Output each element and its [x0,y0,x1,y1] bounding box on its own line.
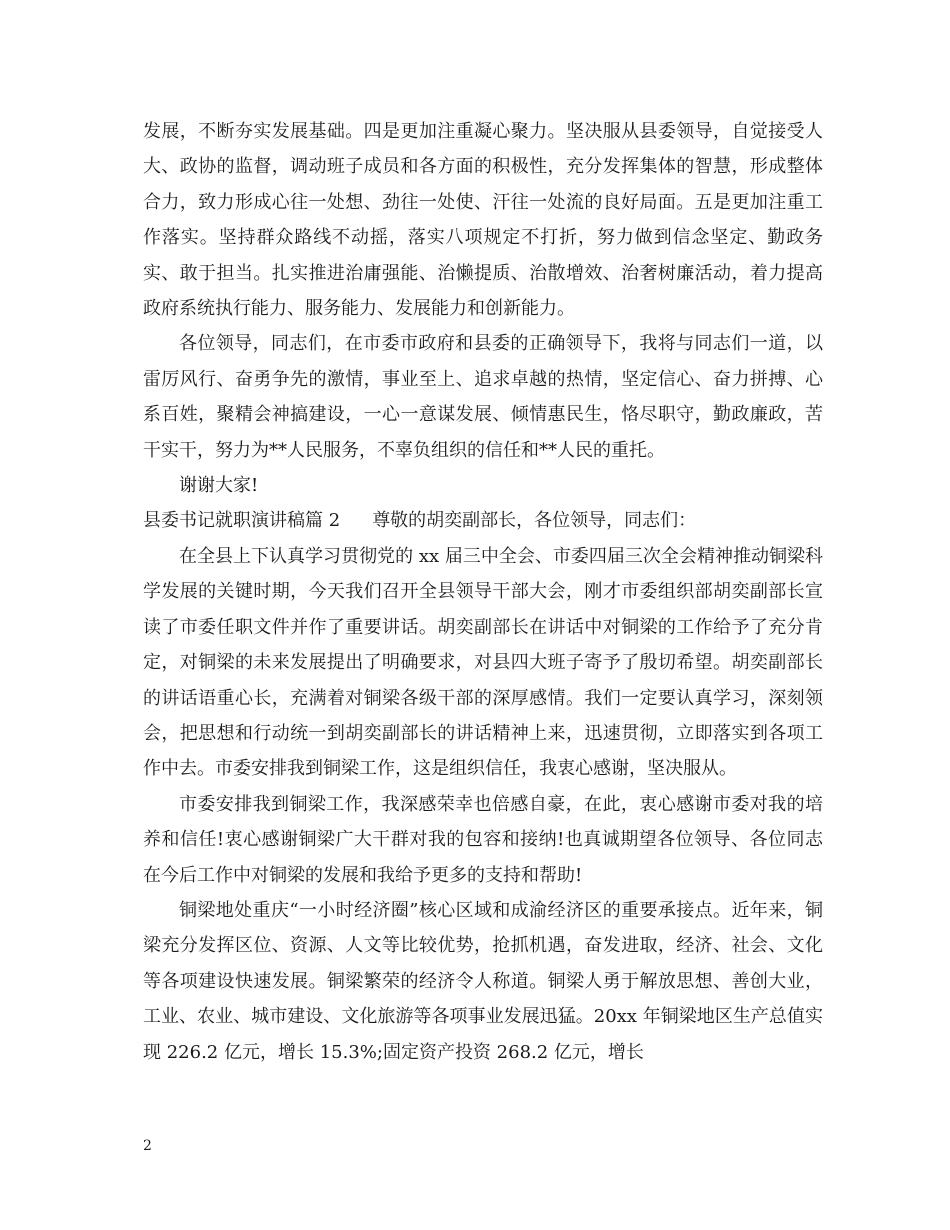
paragraph: 市委安排我到铜梁工作，我深感荣幸也倍感自豪，在此，衷心感谢市委对我的培养和信任!衷心感谢铜梁广大干群对我的包容和接纳!也真诚期望各位领导、各位同志在今后工作中对铜梁的发展和我给予更多的支持和帮助! [143,793,823,886]
salutation: 尊敬的胡奕副部长，各位领导，同志们： [372,510,697,532]
paragraph: 铜梁地处重庆“一小时经济圈”核心区域和成渝经济区的重要承接点。近年来，铜梁充分发挥区位、资源、人文等比较优势，抢抓机遇，奋发进取，经济、社会、文化等各项建设快速发展。铜梁繁荣的经济令人称道。铜梁人勇于解放思想、善创大业，工业、农业、城市建设、文化旅游等各项事业发展迅猛。20xx 年铜梁地区生产总值实现 226.2 亿元，增长 15.3%;固定资产投资 268.2 亿元，增长 [143,899,823,1063]
section-title: 县委书记就职演讲稿篇 2 [143,510,341,532]
paragraph: 各位领导，同志们，在市委市政府和县委的正确领导下，我将与同志们一道，以雷厉风行、奋勇争先的激情，事业至上、追求卓越的热情，坚定信心、奋力拼搏、心系百姓，聚精会神搞建设，一心一意谋发展、倾情惠民生，恪尽职守，勤政廉政，苦干实干，努力为**人民服务，不辜负组织的信任和**人民的重托。 [143,333,823,461]
paragraph: 发展，不断夯实发展基础。四是更加注重凝心聚力。坚决服从县委领导，自觉接受人大、政协的监督，调动班子成员和各方面的积极性，充分发挥集体的智慧，形成整体合力，致力形成心往一处想、劲往一处使、汗往一处流的良好局面。五是更加注重工作落实。坚持群众路线不动摇，落实八项规定不打折，努力做到信念坚定、勤政务实、敢于担当。扎实推进治庸强能、治懒提质、治散增效、治奢树廉活动，着力提高政府系统执行能力、服务能力、发展能力和创新能力。 [143,121,823,320]
paragraph: 在全县上下认真学习贯彻党的 xx 届三中全会、市委四届三次全会精神推动铜梁科学发展的关键时期，今天我们召开全县领导干部大会，刚才市委组织部胡奕副部长宣读了市委任职文件并作了重要讲话。胡奕副部长在讲话中对铜梁的工作给予了充分肯定，对铜梁的未来发展提出了明确要求，对县四大班子寄予了殷切希望。胡奕副部长的讲话语重心长，充满着对铜梁各级干部的深厚感情。我们一定要认真学习，深刻领会，把思想和行动统一到胡奕副部长的讲话精神上来，迅速贯彻，立即落实到各项工作中去。市委安排我到铜梁工作，这是组织信任，我衷心感谢，坚决服从。 [143,545,823,780]
body-text [143,114,823,1070]
page-number: 2 [143,1138,152,1154]
paragraph: 谢谢大家! [179,475,259,497]
section-heading-line [143,503,823,538]
